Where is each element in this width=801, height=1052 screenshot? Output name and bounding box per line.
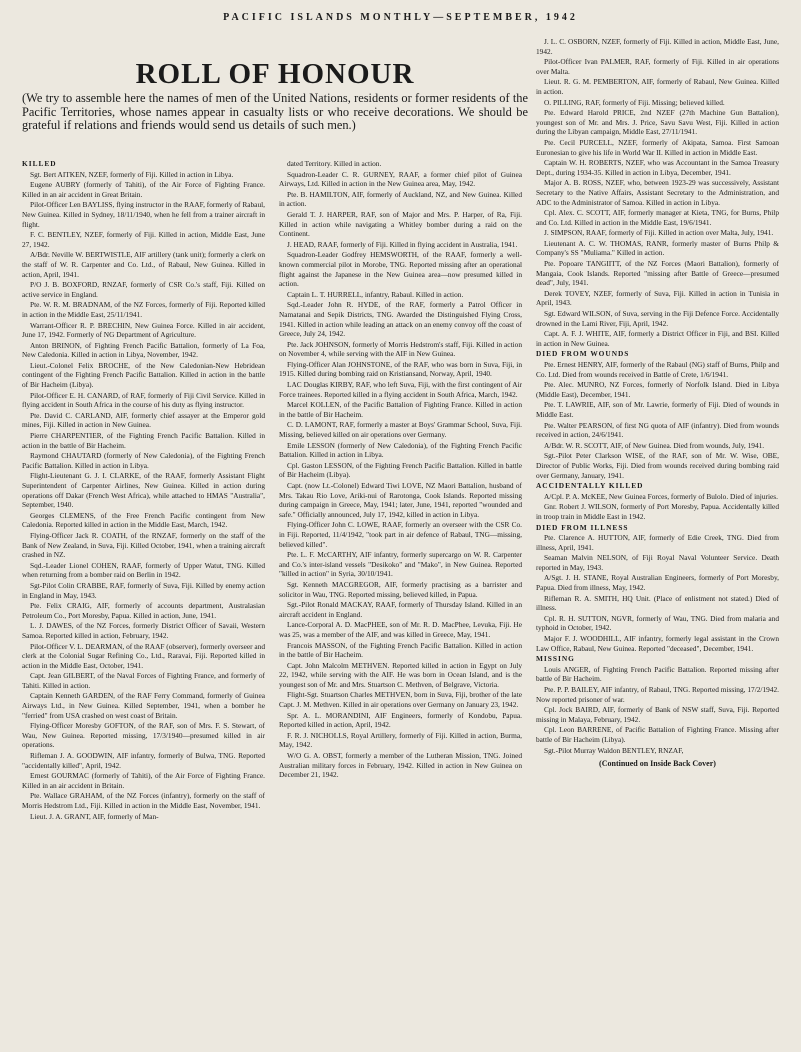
column-1	[22, 37, 265, 1047]
entry-paragraph: Georges CLEMENS, of the Free French Pacific contingent from New Caledonia. Reported killed in action in the Middle East, March, 1942.	[22, 510, 265, 530]
entry-paragraph: Pte. Ernest HENRY, AIF, formerly of the Rabaul (NG) staff of Burns, Philp and Co. Ltd. Died from wounds received in Battle of Crete, 1/6/1941.	[536, 360, 779, 379]
entry-paragraph: Anton BRINON, of Fighting French Pacific Battalion, formerly of La Foa, New Caledonia. Killed in action in Libya, November, 1942.	[22, 340, 265, 360]
entry-paragraph: Pte. Edward Harold PRICE, 2nd NZEF (27th Machine Gun Battalion), youngest son of Mr. and Mrs. J. Price, Savu Savu West, Fiji. Killed in action during the Libyan campaign, Middle East, 27/11/1941.	[536, 108, 779, 137]
entry-paragraph: Sgt.-Pilot Ronald MACKAY, RAAF, formerly of Thursday Island. Killed in an aircraft accident in England.	[279, 600, 522, 619]
entry-paragraph: Pte. W. R. M. BRADNAM, of the NZ Forces, formerly of Fiji. Reported killed in action in the Middle East, 25/11/1941.	[22, 300, 265, 319]
entry-paragraph: Pte. David C. CARLAND, AIF, formerly chief assayer at the Emperor gold mines, Fiji. Killed in action in New Guinea.	[22, 410, 265, 430]
entry-paragraph: Raymond CHAUTARD (formerly of New Caledonia), of the Fighting French Pacific Battalion. Killed in action in Libya.	[22, 451, 265, 470]
entry-paragraph: Pte. Cecil PURCELL, NZEF, formerly of Akipata, Samoa. First Samoan Euronesian to give his life in World War II. Killed in action in Middle East.	[536, 137, 779, 157]
entry-paragraph: Sqd.-Leader John R. HYDE, of the RAF, formerly a Patrol Officer in Namatanai and Sepik Districts, TNG. Awarded the Distinguished Flying Cross, 1941. Killed in action while leading an attack on an enemy convoy off the coast of Greece, July 24, 1942.	[279, 300, 522, 339]
entry-paragraph: Major F. J. WOODHILL, AIF infantry, formerly legal assistant in the Crown Law Office, Rabaul, New Guinea. Reported "deceased", December, 1941.	[536, 634, 779, 653]
entry-paragraph: Pte. Jack JOHNSON, formerly of Morris Hedstrom's staff, Fiji. Killed in action on November 4, while serving with the AIF in New Guinea.	[279, 339, 522, 359]
section-accidentally-killed-heading: ACCIDENTALLY KILLED	[536, 481, 644, 491]
entry-paragraph: Lance-Corporal A. D. MacPHEE, son of Mr. R. D. MacPhee, Levuka, Fiji. He was 25, was a member of the AIF, and was killed in Greece, May, 1941.	[279, 620, 522, 639]
entry-paragraph: Cpl. Leon BARRENE, of Pacific Battalion of Fighting France. Missing after battle of Bir Hacheim (Libya).	[536, 725, 779, 744]
continued-note: (Continued on Inside Back Cover)	[599, 759, 716, 769]
entry-paragraph: Captain W. H. ROBERTS, NZEF, who was Accountant in the Samoa Treasury Dept., during 1934-35. Killed in action in Libya, December, 1941.	[536, 158, 779, 177]
entry-paragraph: Cpl. R. H. SUTTON, NGVR, formerly of Wau, TNG. Died from malaria and typhoid in October, 1942.	[536, 613, 779, 633]
entry-paragraph: Seaman Malvin NELSON, of Fiji Royal Naval Volunteer Service. Death reported in May, 1943.	[536, 553, 779, 572]
entry-paragraph: Pte. Walter PEARSON, of first NG quota of AIF (infantry). Died from wounds received in action, 24/6/1941.	[536, 420, 779, 440]
entry-paragraph: dated Territory. Killed in action.	[287, 159, 382, 168]
section-died-illness-heading: DIED FROM ILLNESS	[536, 522, 629, 532]
entry-paragraph: Pte. P. P. BAILEY, AIF infantry, of Rabaul, TNG. Reported missing, 17/2/1942. Now reported prisoner of war.	[536, 685, 779, 704]
entry-paragraph: LAC Douglas KIRBY, RAF, who left Suva, Fiji, with the first contingent of Air Force trainees. Reported killed in a flying accident in South Africa, March, 1942.	[279, 380, 522, 399]
entry-paragraph: Louis ANGER, of Fighting French Pacific Battalion. Reported missing after battle of Bir Hacheim.	[536, 664, 779, 684]
section-missing-heading: MISSING	[536, 654, 575, 664]
entry-paragraph: Sqd.-Leader Lionel COHEN, RAAF, formerly of Upper Watut, TNG. Killed when returning from a bomber raid on Berlin in 1942.	[22, 560, 265, 580]
entry-paragraph: Cpl. Alex. C. SCOTT, AIF, formerly manager at Kieta, TNG, for Burns, Philp and Co. Ltd. Killed in action in the Middle East, 19/6/1941.	[536, 208, 779, 227]
entry-paragraph: J. HEAD, RAAF, formerly of Fiji. Killed in flying accident in Australia, 1941.	[287, 239, 518, 249]
entry-paragraph: Gerald T. J. HARPER, RAF, son of Major and Mrs. P. Harper, of Ra, Fiji. Killed in action while navigating a Whitley bomber during a raid on the Continent.	[279, 209, 522, 239]
entry-paragraph: Derek TOVEY, NZEF, formerly of Suva, Fiji. Killed in action in Tunisia in April, 1943.	[536, 288, 779, 308]
entry-paragraph: Marcel KOLLEN, of the Pacific Battalion of Fighting France. Killed in action in the battle of Bir Hacheim.	[279, 400, 522, 419]
entry-paragraph: Major A. B. ROSS, NZEF, who, between 1923-29 was successively, Assistant Secretary to the Native Affairs, Assistant Secretary to the Administration, and ADC to the Administrator of Samoa. Killed in action in Libya.	[536, 178, 779, 207]
entry-paragraph: Flying-Officer Moresby GOFTON, of the RAF, son of Mrs. F. S. Stewart, of Wau, New Guinea. Reported missing, 17/3/1940—presumed killed in air operations.	[22, 721, 265, 750]
section-killed-heading: KILLED	[22, 159, 57, 168]
entry-paragraph: Eugene AUBRY (formerly of Tahiti), of the Air Force of Fighting France. Killed in an air accident in Great Britain.	[22, 180, 265, 199]
text-columns	[22, 37, 779, 1047]
entry-paragraph: Cpl. Gaston LESSON, of the Fighting French Pacific Battalion. Killed in battle of Bir Hacheim (Libya).	[279, 460, 522, 480]
column-3	[536, 37, 779, 1047]
entry-paragraph: Warrant-Officer R. P. BRECHIN, New Guinea Force. Killed in air accident, June 17, 1942. Formerly of NG Department of Agriculture.	[22, 320, 265, 340]
entry-paragraph: Pte. T. LAWRIE, AIF, son of Mr. Lawrie, formerly of Fiji. Died of wounds in Middle East.	[536, 400, 779, 419]
entry-paragraph: A/Cpl. P. A. McKEE, New Guinea Forces, formerly of Bulolo. Died of injuries.	[544, 491, 778, 501]
running-header: PACIFIC ISLANDS MONTHLY—SEPTEMBER, 1942	[223, 12, 578, 23]
entry-paragraph: Capt. (now Lt.-Colonel) Edward Tiwi LOVE, NZ Maori Battalion, husband of Mrs. Takau Rio Love, Ariki-nui of Rarotonga, Cook Islands. Reported missing during campaign in Greece, May, 1941; later, June, 1941, reported "wounded and safe." Officially announced, July 17, 1942, killed in action in Libya.	[279, 481, 522, 519]
entry-paragraph: Rifleman J. A. GOODWIN, AIF infantry, formerly of Bulwa, TNG. Reported "accidentally killed", April, 1942.	[22, 751, 265, 770]
entry-paragraph: O. PILLING, RAF, formerly of Fiji. Missing; believed killed.	[544, 97, 725, 107]
article-title: ROLL OF HONOUR	[135, 58, 415, 90]
entry-paragraph: Pte. Alec. MUNRO, NZ Forces, formerly of Norfolk Island. Died in Libya (Middle East), December, 1941.	[536, 380, 779, 399]
entry-paragraph: Lieutenant A. C. W. THOMAS, RANR, formerly master of Burns Philp & Company's SS "Muliama." Killed in action.	[536, 238, 779, 258]
entry-paragraph: Flying-Officer Jack R. COATH, of the RNZAF, formerly on the staff of the Bank of New Zealand, in Suva, Fiji. Killed October, 1941, when a training aircraft crashed in NZ.	[22, 530, 265, 560]
entry-paragraph: Spr. A. L. MORANDINI, AIF Engineers, formerly of Kondobu, Papua. Reported killed in action, April, 1942.	[279, 710, 522, 730]
entry-paragraph: Pte. L. F. McCARTHY, AIF infantry, formerly supercargo on W. R. Carpenter and Co.'s inter-island vessels "Desikoko" and "Mako", in New Guinea. Reported "killed in action" in Syria, 30/10/1941.	[279, 550, 522, 579]
entry-paragraph: Pte. Wallace GRAHAM, of the NZ Forces (infantry), formerly on the staff of Morris Hedstrom Ltd., Fiji. Killed in action in the Middle East, November, 1941.	[22, 791, 265, 810]
entry-paragraph: C. D. LAMONT, RAF, formerly a master at Boys' Grammar School, Suva, Fiji. Missing, believed killed on air operations over Germany.	[279, 420, 522, 440]
entry-paragraph: Sgt-Pilot Colin CRABBE, RAF, formerly of Suva, Fiji. Killed by enemy action in England in May, 1943.	[22, 580, 265, 600]
entry-paragraph: Cpl. Jock BAIRD, AIF, formerly of Bank of NSW staff, Suva, Fiji. Reported missing in Malaya, February, 1942.	[536, 705, 779, 724]
entry-paragraph: Captain L. T. HURRELL, infantry, Rabaul. Killed in action.	[287, 289, 464, 299]
entry-paragraph: Sgt.-Pilot Murray Waldon BENTLEY, RNZAF,	[544, 745, 684, 755]
entry-paragraph: Pilot-Officer V. L. DEARMAN, of the RAAF (observer), formerly overseer and clerk at the Colonial Sugar Refining Co., Ltd., Raravai, Fiji. Reported killed in action in the Middle East, October, 1941.	[22, 641, 265, 670]
entry-paragraph: Sgt.-Pilot Peter Clarkson WISE, of the RAF, son of Mr. W. Wise, OBE, Director of Public Works, Fiji. Died from wounds received during bombing raid over Germany, January, 1941.	[536, 451, 779, 480]
entry-paragraph: Pte. Clarence A. HUTTON, AIF, formerly of Edie Creek, TNG. Died from illness, April, 1941.	[536, 533, 779, 552]
section-died-wounds-heading: DIED FROM WOUNDS	[536, 349, 630, 359]
entry-paragraph: Francois MASSON, of the Fighting French Pacific Battalion. Killed in action in the battle of Bir Hacheim.	[279, 640, 522, 660]
entry-paragraph: Lieut.-Colonel Felix BROCHE, of the New Caledonian-New Hebridean contingent of the Fighting French Pacific Battalion. Killed in action in the battle of Bir Hacheim (Libya).	[22, 360, 265, 390]
entry-paragraph: Lieut. R. G. M. PEMBERTON, AIF, formerly of Rabaul, New Guinea. Killed in action.	[536, 77, 779, 96]
entry-paragraph: Sgt. Bert AITKEN, NZEF, formerly of Fiji. Killed in action in Libya.	[30, 169, 234, 179]
entry-paragraph: Ernest GOURMAC (formerly of Tahiti), of the Air Force of Fighting France. Killed in an air accident in Britain.	[22, 771, 265, 790]
entry-paragraph: A/Bdr. W. R. SCOTT, AIF, of New Guinea. Died from wounds, July, 1941.	[544, 440, 765, 450]
entry-paragraph: F. C. BENTLEY, NZEF, formerly of Fiji. Killed in action, Middle East, June 27, 1942.	[22, 230, 265, 249]
entry-paragraph: Pte. Popoare TANGIITT, of the NZ Forces (Maori Battalion), formerly of Mangaia, Cook Islands. Reported "missing after Battle of Greece—presumed dead", July, 1941.	[536, 259, 779, 288]
entry-paragraph: Pilot-Officer Len BAYLISS, flying instructor in the RAAF, formerly of Rabaul, New Guinea. Killed in Sydney, 18/11/1940, when he fell from a trainer aircraft in flight.	[22, 200, 265, 229]
entry-paragraph: Gnr. Robert J. WILSON, formerly of Port Moresby, Papua. Accidentally killed in troop train in Middle East in 1942.	[536, 502, 779, 521]
entry-paragraph: L. J. DAWES, of the NZ Forces, formerly District Officer of Savaii, Western Samoa. Reported killed in action, February, 1942.	[22, 621, 265, 640]
entry-paragraph: J. SIMPSON, RAAF, formerly of Fiji. Killed in action over Malta, July, 1941.	[544, 228, 774, 238]
entry-paragraph: P/O J. B. BOXFORD, RNZAF, formerly of CSR Co.'s staff, Fiji. Killed on active service in England.	[22, 280, 265, 299]
entry-paragraph: A/Bdr. Neville W. BERTWISTLE, AIF artillery (tank unit); formerly a clerk on the staff of W. R. Carpenter and Co. Ltd., of Rabaul, New Guinea. Killed in action, April, 1941.	[22, 250, 265, 279]
entry-paragraph: Flying-Officer John C. LOWE, RAAF, formerly an overseer with the CSR Co. in Fiji. Reported, 11/4/1942, "took part in air defence of Rabaul, TNG—missing, believed killed".	[279, 520, 522, 549]
entry-paragraph: J. L. C. OSBORN, NZEF, formerly of Fiji. Killed in action, Middle East, June, 1942.	[536, 37, 779, 56]
entry-paragraph: Pilot-Officer Ivan PALMER, RAF, formerly of Fiji. Killed in air operations over Malta.	[536, 57, 779, 76]
entry-paragraph: Sgt. Edward WILSON, of Suva, serving in the Fiji Defence Force. Accidentally drowned in the Lami River, Fiji, April, 1942.	[536, 309, 779, 328]
entry-paragraph: Flying-Officer Alan JOHNSTONE, of the RAF, who was born in Suva, Fiji, in 1915. Killed during bombing raid on Kristiansand, Norway, April, 1940.	[279, 359, 522, 379]
entry-paragraph: Captain Kenneth GARDEN, of the RAF Ferry Command, formerly of Guinea Airways Ltd., in New Guinea. Killed September, 1941, when a bomber he "ferried" from USA crashed on west coast of Britain.	[22, 691, 265, 720]
entry-paragraph: Squadron-Leader C. R. GURNEY, RAAF, a former chief pilot of Guinea Airways, Ltd. Killed in action in the New Guinea area, May, 1942.	[279, 169, 522, 189]
entry-paragraph: Rifleman R. A. SMITH, HQ Unit. (Place of enlistment not stated.) Died of illness.	[536, 593, 779, 613]
entry-paragraph: Lieut. J. A. GRANT, AIF, formerly of Man-	[30, 811, 159, 821]
column-2	[279, 37, 522, 1047]
entry-paragraph: W/O G. A. OBST, formerly a member of the Lutheran Mission, TNG. Joined Australian military forces in February, 1942. Killed in action in New Guinea on December 21, 1942.	[279, 751, 522, 780]
entry-paragraph: A/Sgt. J. H. STANE, Royal Australian Engineers, formerly of Port Moresby, Papua. Died from illness, May, 1942.	[536, 573, 779, 593]
entry-paragraph: Pilot-Officer E. H. CANARD, of RAF, formerly of Fiji Civil Service. Killed in flying accident in South Africa in the course of his duty as flying instructor.	[22, 390, 265, 410]
entry-paragraph: Flight-Sgt. Stuartson Charles METHVEN, born in Suva, Fiji, brother of the late Capt. J. M. Methven. Killed in air operations over Germany on January 23, 1942.	[279, 690, 522, 710]
entry-paragraph: Pte. Felix CRAIG, AIF, formerly of accounts department, Australasian Petroleum Co., Port Moresby, Papua. Killed in action, June, 1941.	[22, 601, 265, 620]
entry-paragraph: Flight-Lieutenant G. J. I. CLARKE, of the RAAF, formerly Assistant Flight Superintendent of Carpenter Airlines, New Guinea. Killed in action during operations off Dakar (French West Africa), while attached to HMAS "Australia", September, 1940.	[22, 471, 265, 510]
entry-paragraph: Capt. John Malcolm METHVEN. Reported killed in action in Egypt on July 22, 1942, while serving with the AIF. He was born in Ocean Island, and is the youngest son of Mr. and Mrs. Stuartson C. Methven, of Belgrave, Victoria.	[279, 660, 522, 689]
entry-paragraph: F. R. J. NICHOLLS, Royal Artillery, formerly of Fiji. Killed in action, Burma, May, 1942.	[279, 730, 522, 750]
entry-paragraph: Capt. A. F. J. WHITE, AIF, formerly a District Officer in Fiji, and BSI. Killed in action in New Guinea.	[536, 329, 779, 348]
entry-paragraph: Sgt. Kenneth MACGREGOR, AIF, formerly practising as a barrister and solicitor in Wau, TNG. Reported missing, believed killed, in Papua.	[279, 579, 522, 599]
entry-paragraph: Capt. Jean GILBERT, of the Naval Forces of Fighting France, and formerly of Tahiti. Killed in action.	[22, 671, 265, 690]
entry-paragraph: Emile LESSON (formerly of New Caledonia), of the Fighting French Pacific Battalion. Killed in action in Libya.	[279, 440, 522, 460]
article-intro: (We try to assemble here the names of men of the United Nations, residents or former residents of the Pacific Territories, whose names appear in casualty lists or who receive decorations. We should be grateful if relations and friends would send us details of such men.)	[22, 91, 528, 133]
entry-paragraph: Pierre CHARPENTIER, of the Fighting French Pacific Battalion. Killed in action in the battle of Bir Hacheim.	[22, 431, 265, 450]
entry-paragraph: Squadron-Leader Godfrey HEMSWORTH, of the RAAF, formerly a well-known commercial pilot in Morobe, TNG. Reported missing after an operational flight against the Japanese in the New Guinea area—now presumed killed in action.	[279, 250, 522, 289]
entry-paragraph: Pte. B. HAMILTON, AIF, formerly of Auckland, NZ, and New Guinea. Killed in action.	[279, 189, 522, 209]
